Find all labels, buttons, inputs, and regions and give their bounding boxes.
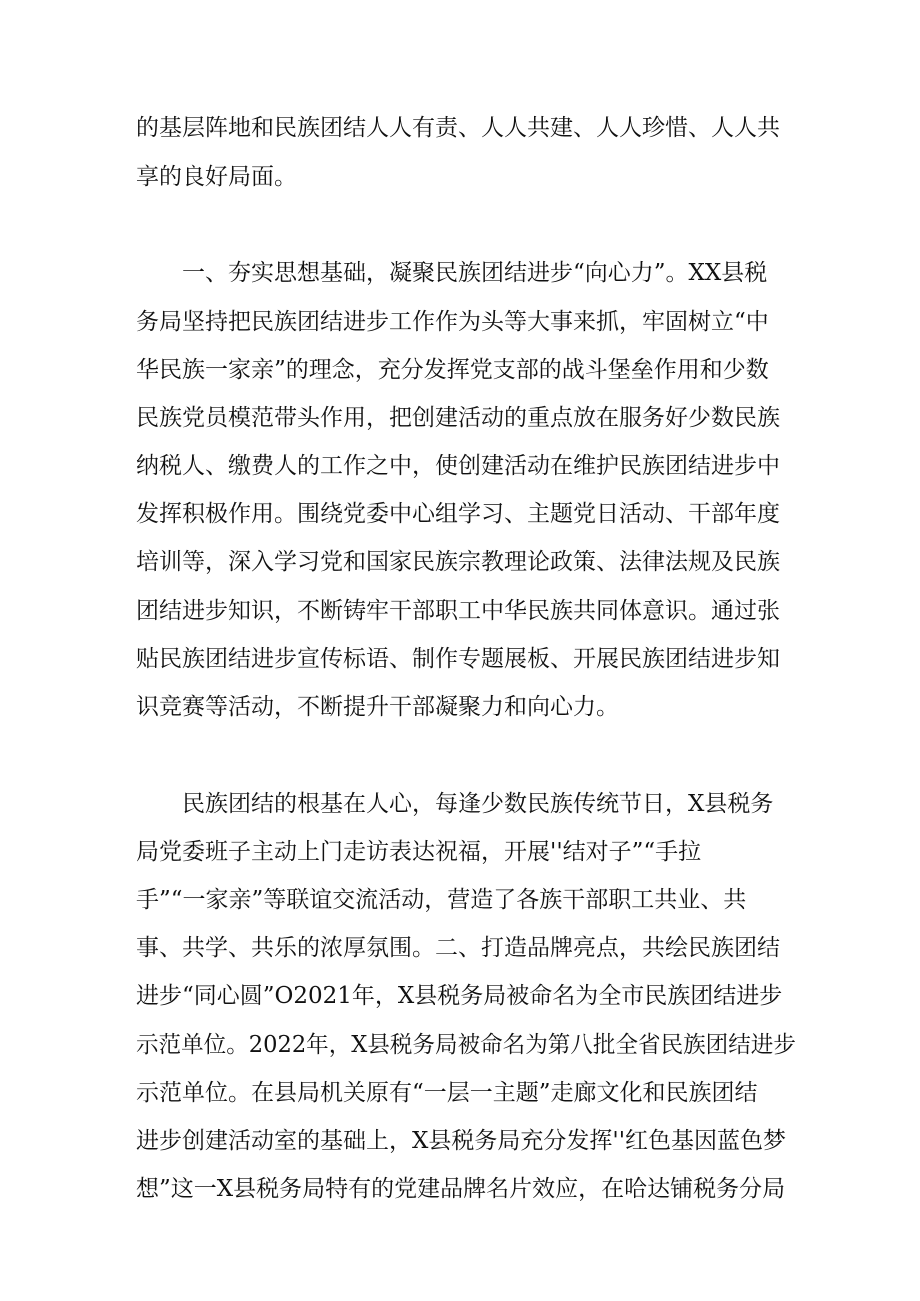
text-line: 贴民族团结进步宣传标语、制作专题展板、开展民族团结进步知 bbox=[136, 646, 780, 672]
text-line: 进步“同心圆”O2021年，X县税务局被命名为全市民族团结进步 bbox=[136, 983, 783, 1009]
text-line: 发挥积极作用。围绕党委中心组学习、主题党日活动、干部年度 bbox=[136, 501, 780, 527]
text-line: 手”“一家亲”等联谊交流活动，营造了各族干部职工共业、共 bbox=[136, 887, 747, 913]
text-line: 团结进步知识，不断铸牢干部职工中华民族共同体意识。通过张 bbox=[136, 598, 780, 624]
text-line: 培训等，深入学习党和国家民族宗教理论政策、法律法规及民族 bbox=[136, 549, 780, 575]
text-line: 一、夯实思想基础，凝聚民族团结进步“向心力”。XX县税 bbox=[182, 260, 768, 286]
text-line: 纳税人、缴费人的工作之中，使创建活动在维护民族团结进步中 bbox=[136, 453, 780, 479]
text-line: 局党委班子主动上门走访表达祝福，开展''结对子”“手拉 bbox=[136, 839, 702, 865]
text-line: 示范单位。2022年，X县税务局被命名为第八批全省民族团结进步 bbox=[136, 1032, 796, 1058]
text-line: 华民族一家亲”的理念，充分发挥党支部的战斗堡垒作用和少数 bbox=[136, 357, 769, 383]
text-line: 民族团结的根基在人心，每逢少数民族传统节日，X县税务 bbox=[182, 791, 774, 817]
text-line: 民族党员模范带头作用，把创建活动的重点放在服务好少数民族 bbox=[136, 405, 780, 431]
text-line: 事、共学、共乐的浓厚氛围。二、打造品牌亮点，共绘民族团结 bbox=[136, 935, 780, 961]
text-line: 识竞赛等活动，不断提升干部凝聚力和向心力。 bbox=[136, 694, 619, 720]
text-line: 的基层阵地和民族团结人人有责、人人共建、人人珍惜、人人共 bbox=[136, 115, 780, 141]
text-line: 务局坚持把民族团结进步工作作为头等大事来抓，牢固树立“中 bbox=[136, 309, 769, 335]
text-line: 进步创建活动室的基础上，X县税务局充分发挥''红色基因蓝色梦 bbox=[136, 1128, 787, 1154]
text-line: 享的良好局面。 bbox=[136, 164, 297, 190]
text-line: 示范单位。在县局机关原有“一层一主题”走廊文化和民族团结 bbox=[136, 1080, 758, 1106]
text-line: 想”这一X县税务局特有的党建品牌名片效应，在哈达铺税务分局 bbox=[136, 1176, 786, 1202]
